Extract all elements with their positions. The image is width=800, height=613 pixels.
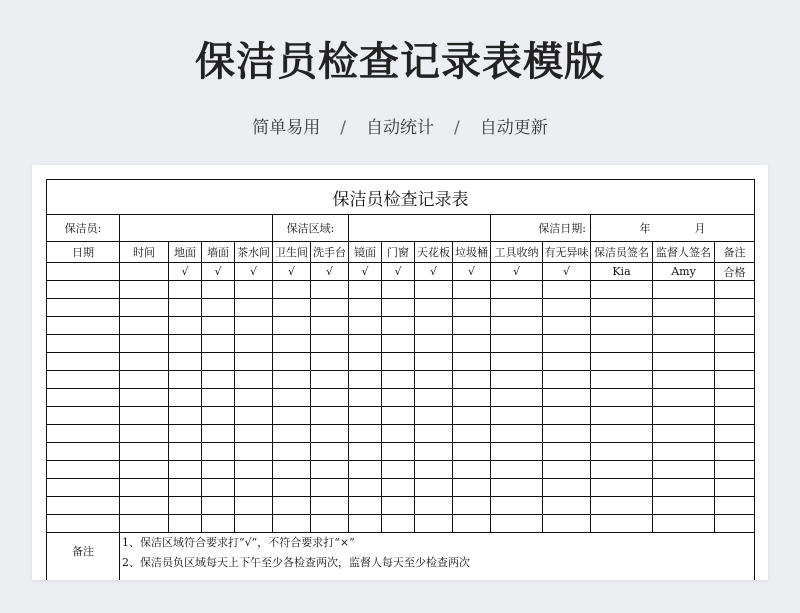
table-cell[interactable]	[591, 389, 653, 407]
table-cell[interactable]: √	[235, 263, 273, 281]
table-cell[interactable]	[235, 461, 273, 479]
table-cell[interactable]	[349, 443, 382, 461]
table-cell[interactable]	[311, 443, 349, 461]
column-header: 洗手台	[311, 242, 349, 263]
table-cell[interactable]	[311, 299, 349, 317]
table-cell[interactable]	[235, 425, 273, 443]
table-cell[interactable]	[453, 443, 491, 461]
table-cell[interactable]	[273, 497, 311, 515]
table-cell[interactable]	[591, 353, 653, 371]
table-cell[interactable]	[491, 425, 543, 443]
cleaner-field[interactable]	[120, 215, 273, 242]
form-sheet	[32, 165, 768, 580]
table-cell[interactable]	[591, 515, 653, 533]
table-cell[interactable]	[453, 425, 491, 443]
column-header: 工具收纳	[491, 242, 543, 263]
table-cell[interactable]	[311, 389, 349, 407]
table-cell[interactable]: Kia	[591, 263, 653, 281]
table-cell[interactable]	[653, 461, 715, 479]
table-cell[interactable]	[120, 425, 169, 443]
table-cell[interactable]	[169, 515, 202, 533]
feature-list	[0, 113, 800, 138]
table-cell[interactable]	[491, 479, 543, 497]
table-row	[47, 281, 755, 299]
table-cell[interactable]	[202, 371, 235, 389]
page-title: 保洁员检查记录表模版	[195, 39, 605, 85]
table-cell[interactable]	[349, 371, 382, 389]
table-cell[interactable]	[120, 281, 169, 299]
table-cell[interactable]	[311, 371, 349, 389]
table-cell[interactable]	[47, 479, 120, 497]
table-cell[interactable]	[169, 353, 202, 371]
column-header: 时间	[120, 242, 169, 263]
table-cell[interactable]	[653, 479, 715, 497]
table-cell[interactable]	[453, 389, 491, 407]
feature-auto-update: 自动更新	[479, 118, 548, 138]
table-cell[interactable]: √	[382, 263, 415, 281]
table-cell[interactable]	[47, 353, 120, 371]
form-title-row	[47, 180, 755, 215]
table-cell[interactable]	[235, 353, 273, 371]
table-cell[interactable]	[653, 335, 715, 353]
table-cell[interactable]	[120, 335, 169, 353]
table-cell[interactable]	[453, 497, 491, 515]
table-cell[interactable]	[169, 497, 202, 515]
table-cell[interactable]	[311, 335, 349, 353]
table-cell[interactable]	[273, 371, 311, 389]
table-cell[interactable]	[47, 389, 120, 407]
table-cell[interactable]	[382, 389, 415, 407]
table-cell[interactable]	[202, 299, 235, 317]
table-cell[interactable]	[235, 515, 273, 533]
table-cell[interactable]	[715, 407, 755, 425]
table-cell[interactable]	[169, 371, 202, 389]
info-row	[47, 215, 755, 242]
table-cell[interactable]	[169, 461, 202, 479]
table-cell[interactable]	[491, 515, 543, 533]
column-header: 茶水间	[235, 242, 273, 263]
table-cell[interactable]	[202, 335, 235, 353]
table-cell[interactable]	[591, 299, 653, 317]
note-line: 1、保洁区域符合要求打“√”，不符合要求打“×”	[122, 536, 355, 549]
table-cell[interactable]	[543, 461, 591, 479]
column-header: 保洁员签名	[591, 242, 653, 263]
table-cell[interactable]	[653, 497, 715, 515]
table-row	[47, 425, 755, 443]
table-cell[interactable]	[311, 353, 349, 371]
table-cell[interactable]	[235, 317, 273, 335]
table-cell[interactable]	[453, 317, 491, 335]
table-cell[interactable]	[273, 443, 311, 461]
separator: /	[340, 118, 346, 138]
table-cell[interactable]	[382, 317, 415, 335]
table-cell[interactable]	[202, 389, 235, 407]
table-cell[interactable]	[169, 317, 202, 335]
table-cell[interactable]	[311, 461, 349, 479]
table-cell[interactable]	[453, 371, 491, 389]
table-cell[interactable]	[543, 371, 591, 389]
table-cell[interactable]	[235, 443, 273, 461]
table-cell[interactable]	[202, 497, 235, 515]
table-cell[interactable]	[453, 335, 491, 353]
feature-easy: 简单易用	[252, 118, 321, 138]
table-row	[47, 515, 755, 533]
cleaner-label: 保洁员:	[47, 215, 120, 242]
table-cell[interactable]	[382, 497, 415, 515]
table-cell[interactable]: √	[453, 263, 491, 281]
column-header: 门窗	[382, 242, 415, 263]
table-cell[interactable]	[273, 479, 311, 497]
table-cell[interactable]	[202, 479, 235, 497]
table-cell[interactable]	[715, 461, 755, 479]
table-cell[interactable]	[349, 461, 382, 479]
table-cell[interactable]	[653, 317, 715, 335]
table-cell[interactable]	[715, 281, 755, 299]
table-cell[interactable]	[382, 407, 415, 425]
table-cell[interactable]	[491, 335, 543, 353]
table-cell[interactable]	[235, 497, 273, 515]
table-cell[interactable]: √	[415, 263, 453, 281]
area-field[interactable]	[349, 215, 491, 242]
table-cell[interactable]: √	[543, 263, 591, 281]
table-cell[interactable]	[349, 515, 382, 533]
table-cell[interactable]	[415, 425, 453, 443]
column-header: 日期	[47, 242, 120, 263]
table-cell[interactable]: √	[169, 263, 202, 281]
table-cell[interactable]	[120, 353, 169, 371]
table-cell[interactable]	[120, 479, 169, 497]
table-cell[interactable]	[120, 515, 169, 533]
table-cell[interactable]	[415, 497, 453, 515]
table-cell[interactable]	[120, 407, 169, 425]
table-row	[47, 317, 755, 335]
table-cell[interactable]: Amy	[653, 263, 715, 281]
table-cell[interactable]: √	[202, 263, 235, 281]
table-cell[interactable]	[382, 353, 415, 371]
table-cell[interactable]	[235, 407, 273, 425]
table-row	[47, 407, 755, 425]
table-cell[interactable]	[273, 425, 311, 443]
table-cell[interactable]	[591, 443, 653, 461]
table-cell[interactable]	[235, 335, 273, 353]
table-cell[interactable]	[202, 515, 235, 533]
table-cell[interactable]	[120, 299, 169, 317]
table-cell[interactable]	[169, 281, 202, 299]
column-header: 备注	[715, 242, 755, 263]
table-cell[interactable]	[415, 335, 453, 353]
table-cell[interactable]	[415, 299, 453, 317]
table-cell[interactable]	[169, 299, 202, 317]
table-cell[interactable]	[349, 497, 382, 515]
table-cell[interactable]	[715, 389, 755, 407]
table-row	[47, 263, 755, 281]
table-cell[interactable]	[415, 515, 453, 533]
table-cell[interactable]	[591, 497, 653, 515]
table-cell[interactable]	[47, 371, 120, 389]
table-cell[interactable]	[47, 281, 120, 299]
table-cell[interactable]	[591, 479, 653, 497]
table-cell[interactable]	[235, 389, 273, 407]
table-cell[interactable]	[311, 497, 349, 515]
table-cell[interactable]	[273, 335, 311, 353]
table-cell[interactable]	[491, 461, 543, 479]
table-cell[interactable]	[169, 443, 202, 461]
table-cell[interactable]	[311, 425, 349, 443]
table-cell[interactable]	[349, 479, 382, 497]
table-cell[interactable]	[349, 407, 382, 425]
table-cell[interactable]	[491, 317, 543, 335]
year-label: 年	[639, 222, 651, 235]
table-cell[interactable]	[491, 389, 543, 407]
table-cell[interactable]	[382, 443, 415, 461]
table-cell[interactable]	[202, 425, 235, 443]
table-cell[interactable]	[653, 425, 715, 443]
table-cell[interactable]	[202, 281, 235, 299]
table-cell[interactable]	[120, 263, 169, 281]
table-cell[interactable]	[169, 389, 202, 407]
table-cell[interactable]	[715, 317, 755, 335]
column-header: 垃圾桶	[453, 242, 491, 263]
table-cell[interactable]	[120, 461, 169, 479]
table-cell[interactable]	[591, 461, 653, 479]
table-cell[interactable]: √	[311, 263, 349, 281]
table-cell[interactable]	[715, 335, 755, 353]
table-cell[interactable]	[591, 371, 653, 389]
table-cell[interactable]	[715, 425, 755, 443]
table-cell[interactable]	[120, 317, 169, 335]
table-cell[interactable]	[349, 335, 382, 353]
table-cell[interactable]	[349, 299, 382, 317]
table-cell[interactable]: √	[349, 263, 382, 281]
table-row	[47, 479, 755, 497]
table-cell[interactable]	[453, 407, 491, 425]
table-cell[interactable]	[235, 479, 273, 497]
table-cell[interactable]	[169, 407, 202, 425]
table-cell[interactable]	[120, 389, 169, 407]
table-cell[interactable]: 合格	[715, 263, 755, 281]
table-cell[interactable]	[653, 407, 715, 425]
table-cell[interactable]	[47, 335, 120, 353]
table-cell[interactable]	[715, 353, 755, 371]
table-cell[interactable]	[47, 407, 120, 425]
table-cell[interactable]	[543, 353, 591, 371]
table-cell[interactable]	[273, 461, 311, 479]
table-cell[interactable]	[202, 317, 235, 335]
table-cell[interactable]	[543, 515, 591, 533]
table-cell[interactable]	[382, 299, 415, 317]
table-cell[interactable]	[273, 515, 311, 533]
table-cell[interactable]	[382, 425, 415, 443]
table-cell[interactable]	[543, 299, 591, 317]
table-cell[interactable]	[543, 479, 591, 497]
table-cell[interactable]	[415, 371, 453, 389]
table-cell[interactable]	[543, 389, 591, 407]
table-cell[interactable]	[653, 353, 715, 371]
table-cell[interactable]	[382, 461, 415, 479]
table-cell[interactable]	[591, 317, 653, 335]
column-header: 监督人签名	[653, 242, 715, 263]
note-line: 2、保洁员负区域每天上下午至少各检查两次，监督人每天至少检查两次	[122, 556, 470, 569]
table-cell[interactable]	[349, 281, 382, 299]
table-cell[interactable]	[453, 461, 491, 479]
table-cell[interactable]	[715, 371, 755, 389]
table-cell[interactable]	[202, 461, 235, 479]
table-cell[interactable]	[491, 497, 543, 515]
table-cell[interactable]	[382, 335, 415, 353]
notes-text	[120, 533, 755, 581]
table-cell[interactable]	[491, 407, 543, 425]
table-cell[interactable]	[311, 281, 349, 299]
column-header: 天花板	[415, 242, 453, 263]
table-cell[interactable]	[491, 281, 543, 299]
inspection-table	[46, 179, 755, 580]
table-cell[interactable]	[415, 353, 453, 371]
table-cell[interactable]	[653, 515, 715, 533]
table-row	[47, 461, 755, 479]
table-cell[interactable]	[273, 299, 311, 317]
table-cell[interactable]	[382, 281, 415, 299]
column-header: 有无异味	[543, 242, 591, 263]
table-cell[interactable]	[235, 281, 273, 299]
table-cell[interactable]	[47, 263, 120, 281]
table-cell[interactable]	[273, 389, 311, 407]
table-cell[interactable]	[273, 317, 311, 335]
table-cell[interactable]	[311, 407, 349, 425]
table-cell[interactable]	[235, 299, 273, 317]
table-cell[interactable]	[491, 443, 543, 461]
table-cell[interactable]	[591, 425, 653, 443]
table-cell[interactable]	[311, 515, 349, 533]
table-row	[47, 389, 755, 407]
table-cell[interactable]	[543, 443, 591, 461]
table-cell[interactable]	[715, 497, 755, 515]
table-cell[interactable]	[453, 299, 491, 317]
table-row	[47, 335, 755, 353]
column-header: 镜面	[349, 242, 382, 263]
table-cell[interactable]	[653, 389, 715, 407]
table-cell[interactable]	[349, 425, 382, 443]
table-cell[interactable]	[47, 317, 120, 335]
table-cell[interactable]	[311, 479, 349, 497]
table-cell[interactable]	[453, 479, 491, 497]
table-cell[interactable]	[169, 479, 202, 497]
table-cell[interactable]	[382, 371, 415, 389]
table-cell[interactable]	[491, 371, 543, 389]
date-field[interactable]	[591, 215, 755, 242]
table-cell[interactable]: √	[491, 263, 543, 281]
table-cell[interactable]	[47, 425, 120, 443]
table-cell[interactable]	[202, 443, 235, 461]
table-cell[interactable]	[591, 281, 653, 299]
column-header: 墙面	[202, 242, 235, 263]
table-cell[interactable]	[453, 353, 491, 371]
table-cell[interactable]	[415, 461, 453, 479]
form-title: 保洁员检查记录表	[47, 180, 755, 215]
table-cell[interactable]	[543, 425, 591, 443]
table-cell[interactable]	[653, 299, 715, 317]
table-cell[interactable]	[47, 515, 120, 533]
table-cell[interactable]	[715, 443, 755, 461]
table-cell[interactable]	[415, 443, 453, 461]
table-row	[47, 299, 755, 317]
table-cell[interactable]	[169, 425, 202, 443]
table-row	[47, 443, 755, 461]
column-header-row	[47, 242, 755, 263]
table-cell[interactable]	[543, 497, 591, 515]
date-label: 保洁日期:	[491, 215, 591, 242]
table-cell[interactable]	[543, 335, 591, 353]
notes-row	[47, 533, 755, 581]
table-cell[interactable]: √	[273, 263, 311, 281]
table-cell[interactable]	[543, 407, 591, 425]
table-cell[interactable]	[47, 443, 120, 461]
table-cell[interactable]	[591, 407, 653, 425]
table-cell[interactable]	[120, 371, 169, 389]
table-cell[interactable]	[653, 371, 715, 389]
table-cell[interactable]	[491, 353, 543, 371]
table-cell[interactable]	[715, 515, 755, 533]
column-header: 卫生间	[273, 242, 311, 263]
notes-label: 备注	[47, 533, 120, 581]
table-cell[interactable]	[415, 407, 453, 425]
table-cell[interactable]	[273, 353, 311, 371]
table-cell[interactable]	[311, 317, 349, 335]
separator: /	[454, 118, 460, 138]
table-cell[interactable]	[415, 479, 453, 497]
table-cell[interactable]	[415, 317, 453, 335]
table-cell[interactable]	[415, 389, 453, 407]
table-cell[interactable]	[202, 407, 235, 425]
table-cell[interactable]	[202, 353, 235, 371]
table-cell[interactable]	[47, 299, 120, 317]
table-cell[interactable]	[591, 335, 653, 353]
table-cell[interactable]	[653, 281, 715, 299]
column-header: 地面	[169, 242, 202, 263]
table-cell[interactable]	[715, 479, 755, 497]
table-row	[47, 497, 755, 515]
table-cell[interactable]	[349, 353, 382, 371]
table-cell[interactable]	[382, 479, 415, 497]
feature-auto-stats: 自动统计	[366, 118, 434, 138]
table-cell[interactable]	[120, 443, 169, 461]
table-cell[interactable]	[715, 299, 755, 317]
table-row	[47, 353, 755, 371]
table-cell[interactable]	[349, 317, 382, 335]
table-cell[interactable]	[382, 515, 415, 533]
table-cell[interactable]	[47, 461, 120, 479]
table-cell[interactable]	[349, 389, 382, 407]
table-cell[interactable]	[543, 317, 591, 335]
table-cell[interactable]	[415, 281, 453, 299]
month-label: 月	[694, 222, 706, 235]
table-cell[interactable]	[235, 371, 273, 389]
table-cell[interactable]	[273, 281, 311, 299]
table-cell[interactable]	[491, 299, 543, 317]
table-cell[interactable]	[120, 497, 169, 515]
table-cell[interactable]	[273, 407, 311, 425]
table-row	[47, 371, 755, 389]
table-cell[interactable]	[653, 443, 715, 461]
table-cell[interactable]	[47, 497, 120, 515]
table-cell[interactable]	[169, 335, 202, 353]
table-cell[interactable]	[453, 515, 491, 533]
table-cell[interactable]	[543, 281, 591, 299]
area-label: 保洁区域:	[273, 215, 349, 242]
table-cell[interactable]	[453, 281, 491, 299]
